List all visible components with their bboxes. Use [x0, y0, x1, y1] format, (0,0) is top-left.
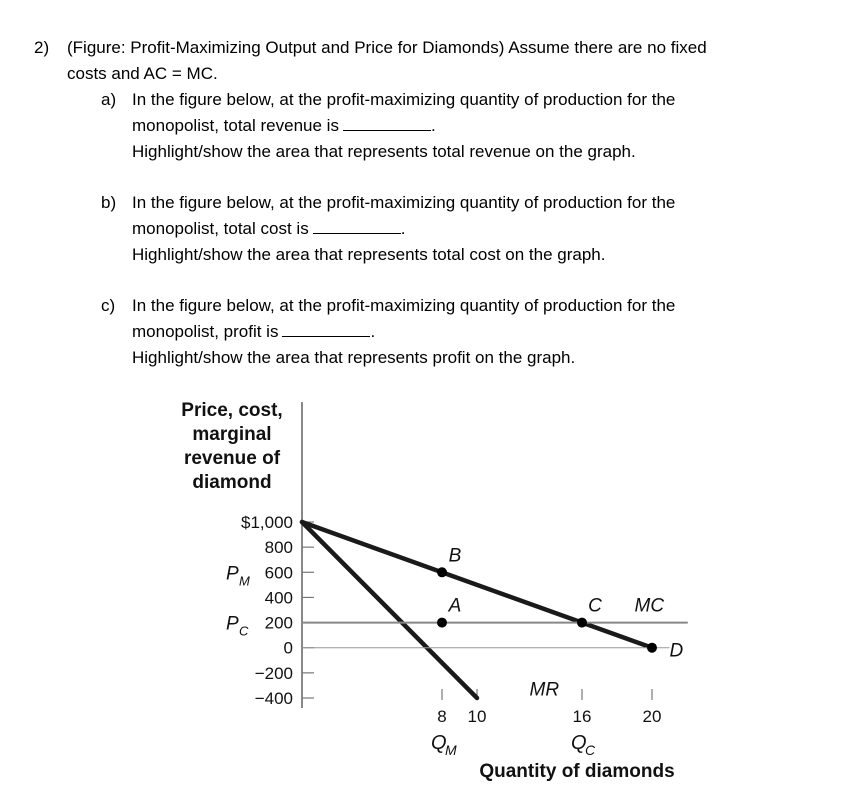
y-axis-title-line: Price, cost, — [181, 400, 283, 421]
x-sublabel-sub: M — [445, 742, 457, 758]
question-intro-line1: (Figure: Profit-Maximizing Output and Price for Diamonds) Assume there are no fixed — [67, 38, 707, 57]
y-axis-title-line: revenue of — [183, 448, 281, 469]
x-tick-label: 16 — [572, 707, 592, 726]
x-sublabel: Q — [571, 732, 587, 754]
y-tick-label: $1,000 — [241, 513, 293, 532]
point-end — [647, 643, 657, 653]
part-b-line2: monopolist, total cost is . — [132, 219, 406, 238]
x-sublabel: Q — [431, 732, 447, 754]
line-label-mr: MR — [529, 679, 560, 701]
part-c-line3: Highlight/show the area that represents profit on the graph. — [132, 348, 576, 367]
part-c-line1: In the figure below, at the profit-maximizing quantity of production for the — [132, 296, 676, 315]
y-axis-title-line: marginal — [192, 424, 272, 445]
part-a-line2: monopolist, total revenue is . — [132, 116, 436, 135]
point-b — [437, 567, 447, 577]
part-b-line1: In the figure below, at the profit-maximizing quantity of production for the — [132, 193, 676, 212]
point-a — [437, 618, 447, 628]
y-tick-prefix-sub: M — [239, 573, 250, 589]
y-tick-prefix: P — [226, 563, 239, 585]
part-b-letter: b) — [101, 193, 117, 212]
x-tick-label: 10 — [467, 707, 487, 726]
point-label-a: A — [448, 595, 462, 617]
y-tick-label: 0 — [283, 638, 293, 658]
y-tick-prefix: P — [226, 613, 239, 635]
x-axis-title: Quantity of diamonds — [479, 761, 675, 782]
point-label-b: B — [448, 545, 462, 567]
y-tick-label: 400 — [264, 588, 293, 608]
x-tick-label: 20 — [642, 707, 662, 726]
x-tick-label: 8 — [437, 707, 447, 726]
y-tick-label: −200 — [254, 663, 293, 683]
part-c-letter: c) — [101, 296, 116, 315]
line-label-mc: MC — [634, 595, 665, 617]
part-a-letter: a) — [101, 90, 117, 109]
y-tick-label: 800 — [264, 538, 293, 558]
part-a-line3: Highlight/show the area that represents total revenue on the graph. — [132, 142, 636, 161]
series-line-d — [302, 522, 652, 648]
line-label-d: D — [669, 640, 684, 662]
part-c-line2: monopolist, profit is . — [132, 322, 376, 341]
y-tick-label: −400 — [254, 689, 293, 708]
y-tick-label: 600 — [264, 563, 293, 583]
part-b-line3: Highlight/show the area that represents total cost on the graph. — [132, 245, 606, 264]
y-tick-label: 200 — [264, 613, 293, 633]
question-number: 2) — [34, 38, 50, 57]
y-axis-title-line: diamond — [192, 472, 272, 493]
y-tick-prefix-sub: C — [239, 623, 249, 639]
point-label-c: C — [588, 595, 602, 617]
question-intro-line2: costs and AC = MC. — [67, 64, 218, 83]
part-a-line1: In the figure below, at the profit-maximizing quantity of production for the — [132, 90, 676, 109]
x-sublabel-sub: C — [585, 742, 596, 758]
point-c — [577, 618, 587, 628]
